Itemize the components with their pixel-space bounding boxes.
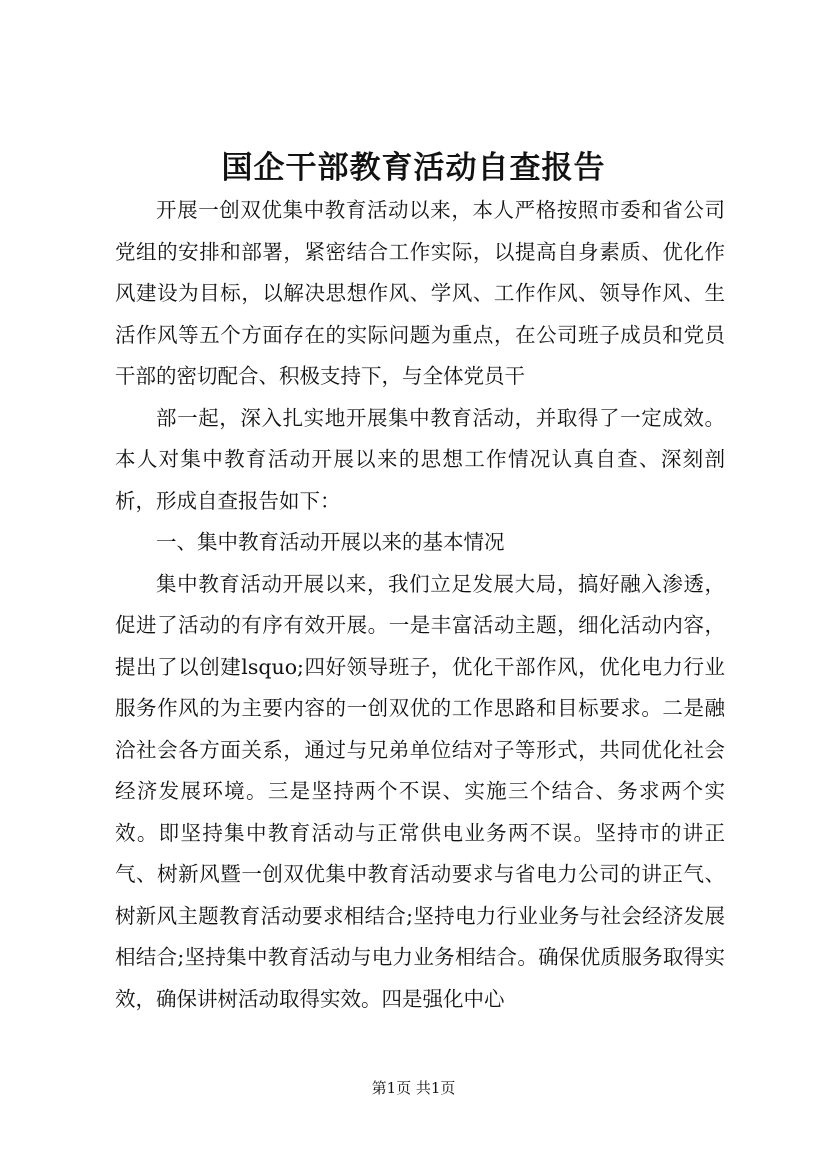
document-title: 国企干部教育活动自查报告 <box>221 150 606 186</box>
document-body <box>115 190 725 1020</box>
paragraph-intro: 开展一创双优集中教育活动以来，本人严格按照市委和省公司党组的安排和部署，紧密结合工作实际，以提高自身素质、优化作风建设为目标，以解决思想作风、学风、工作作风、领导作风、生活作风等五个方面存在的实际问题为重点，在公司班子成员和党员干部的密切配合、积极支持下，与全体党员干 <box>115 198 725 388</box>
paragraph-basic-situation: 集中教育活动开展以来，我们立足发展大局，搞好融入渗透，促进了活动的有序有效开展。一是丰富活动主题，细化活动内容，提出了以创建lsquo;四好领导班子，优化干部作风，优化电力行业服务作风的为主要内容的一创双优的工作思路和目标要求。二是融洽社会各方面关系，通过与兄弟单位结对子等形式，共同优化社会经济发展环境。三是坚持两个不误、实施三个结合、务求两个实效。即坚持集中教育活动与正常供电业务两不误。坚持市的讲正气、树新风暨一创双优集中教育活动要求与省电力公司的讲正气、树新风主题教育活动要求相结合;坚持电力行业业务与社会经济发展相结合;坚持集中教育活动与电力业务相结合。确保优质服务取得实效，确保讲树活动取得实效。四是强化中心 <box>115 571 725 1011</box>
paragraph-continuation: 部一起，深入扎实地开展集中教育活动，并取得了一定成效。本人对集中教育活动开展以来的思想工作情况认真自查、深刻剖析，形成自查报告如下： <box>115 405 725 513</box>
page-footer: 第1页 共1页 <box>371 1079 456 1097</box>
section-heading: 一、集中教育活动开展以来的基本情况 <box>156 530 505 554</box>
